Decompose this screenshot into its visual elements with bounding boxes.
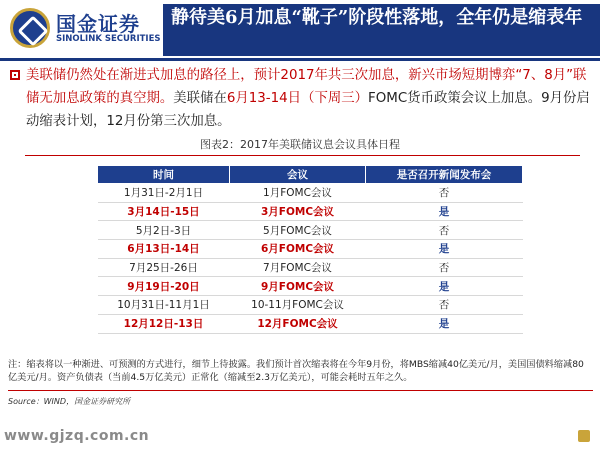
logo-chinese-name: 国金证券 bbox=[56, 12, 140, 36]
header-divider bbox=[0, 58, 600, 61]
table-cell-meeting: 9月FOMC会议 bbox=[230, 277, 366, 296]
table-cell-time: 1月31日-2月1日 bbox=[98, 184, 230, 203]
table-cell-press-conference: 是 bbox=[366, 277, 523, 296]
table-cell-time: 6月13日-14日 bbox=[98, 240, 230, 259]
table-cell-time: 10月31日-11月1日 bbox=[98, 296, 230, 315]
table-cell-press-conference: 否 bbox=[366, 221, 523, 240]
table-cell-meeting: 1月FOMC会议 bbox=[230, 184, 366, 203]
footer bbox=[0, 422, 600, 450]
table-cell-time: 12月12日-13日 bbox=[98, 314, 230, 333]
table-cell-press-conference: 否 bbox=[366, 296, 523, 315]
summary-paragraph bbox=[26, 64, 592, 133]
source-citation: Source：WIND，国金证券研究所 bbox=[8, 397, 131, 406]
table-cell-time: 9月19日-20日 bbox=[98, 277, 230, 296]
table-cell-meeting: 6月FOMC会议 bbox=[230, 240, 366, 259]
summary-highlight: 美联储仍然处在渐进式加息的路径上，预计2017年共三次加息，新兴市场短期博弈“7、8月”联储无加息政策的真空期。 bbox=[26, 68, 587, 106]
table-note: 注：缩表将以一种渐进、可预测的方式进行，细节上待披露。我们预计首次缩表将在今年9月份，将MBS缩减40亿美元/月，美国国债料缩减80亿美元/月。资产负债表（当前4.5万亿美元）正常化（缩减至2.3万亿美元），可能会耗时五年之久。 bbox=[8, 359, 584, 383]
table-cell-time: 5月2日-3日 bbox=[98, 221, 230, 240]
logo-english-name: SINOLINK SECURITIES bbox=[56, 34, 161, 44]
figure-divider bbox=[25, 155, 580, 156]
footer-marker-icon bbox=[578, 430, 590, 442]
figure-title: 图表2：2017年美联储议息会议具体日程 bbox=[200, 138, 400, 151]
table-cell-time: 7月25日-26日 bbox=[98, 258, 230, 277]
table-cell-press-conference: 是 bbox=[366, 202, 523, 221]
table-row bbox=[98, 277, 523, 296]
table-row bbox=[98, 221, 523, 240]
company-logo bbox=[8, 6, 161, 50]
note-divider bbox=[8, 390, 593, 391]
column-header-press-conference: 是否召开新闻发布会 bbox=[366, 166, 523, 184]
bullet-square-icon bbox=[10, 70, 20, 80]
column-header-time: 时间 bbox=[98, 166, 230, 184]
table-cell-meeting: 12月FOMC会议 bbox=[230, 314, 366, 333]
table-cell-meeting: 5月FOMC会议 bbox=[230, 221, 366, 240]
table-cell-meeting: 7月FOMC会议 bbox=[230, 258, 366, 277]
table-row bbox=[98, 314, 523, 333]
title-bar bbox=[163, 4, 600, 56]
table-row bbox=[98, 258, 523, 277]
table-row bbox=[98, 184, 523, 203]
table-cell-press-conference: 否 bbox=[366, 258, 523, 277]
table-row bbox=[98, 296, 523, 315]
column-header-meeting: 会议 bbox=[230, 166, 366, 184]
slide-title: 静待美6月加息“靴子”阶段性落地，全年仍是缩表年 bbox=[171, 7, 583, 28]
summary-meeting-date: 6月13-14日（下周三） bbox=[226, 91, 369, 106]
header bbox=[0, 0, 600, 62]
logo-emblem-icon bbox=[10, 8, 50, 48]
table-cell-press-conference: 是 bbox=[366, 240, 523, 259]
table-row bbox=[98, 202, 523, 221]
summary-text-1: 美联储在 bbox=[173, 91, 227, 106]
fomc-schedule-table bbox=[97, 165, 523, 334]
table-cell-press-conference: 是 bbox=[366, 314, 523, 333]
summary-text-2: FOMC货币政策会议上加息。9月份启动缩表计划，12月份第三次加息。 bbox=[26, 91, 590, 129]
footer-website: www.gjzq.com.cn bbox=[4, 428, 150, 444]
table-header-row bbox=[98, 166, 523, 184]
table-cell-time: 3月14日-15日 bbox=[98, 202, 230, 221]
table-cell-meeting: 3月FOMC会议 bbox=[230, 202, 366, 221]
table-row bbox=[98, 240, 523, 259]
table-cell-meeting: 10-11月FOMC会议 bbox=[230, 296, 366, 315]
table-cell-press-conference: 否 bbox=[366, 184, 523, 203]
